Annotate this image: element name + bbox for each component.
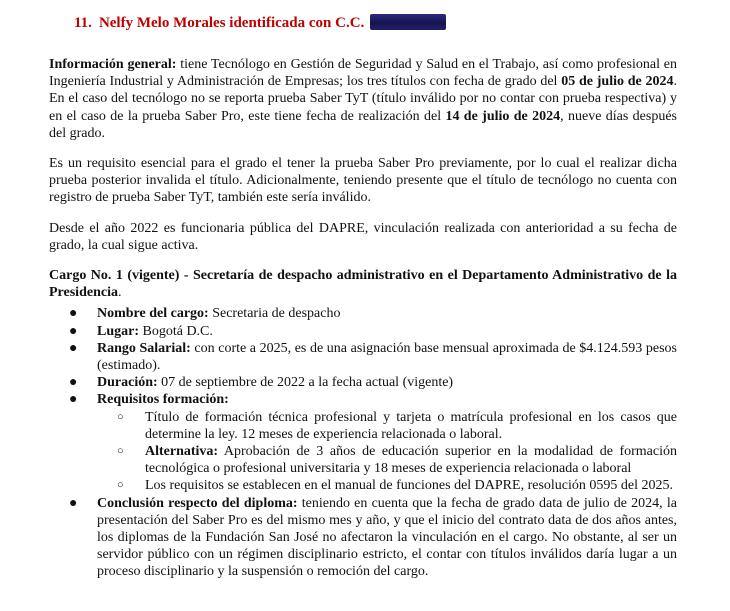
employment-paragraph: Desde el año 2022 es funcionaria pública del DAPRE, vinculación realizada con anterioridad a su fecha de grado, la cual sigue activa. [49,220,677,253]
cargo-title: Cargo No. 1 (vigente) - Secretaría de despacho administrativo en el Departamento Administrativo de la Presidencia [49,268,677,301]
alternativa-value: Aprobación de 3 años de educación superior en la modalidad de formación tecnológica o profesional universitaria y 18 meses de experiencia relacionada o laboral [145,444,677,477]
sub3-text: Los requisitos se establecen en el manual de funciones del DAPRE, resolución 0595 del 2025. [145,478,673,494]
saber-pro-date: 14 de julio de 2024 [445,108,561,124]
list-item-nombre [49,305,677,322]
nombre-label: Nombre del cargo: [97,306,209,322]
cargo-heading [49,267,677,301]
bullet-icon: ● [69,323,78,339]
requisitos-label: Requisitos formación: [97,392,229,408]
general-info-label: Información general: [49,57,177,72]
list-item-rango [49,340,677,374]
rango-value: con corte a 2025, es de una asignación base mensual aproximada de $4.124.593 pesos (estimado). [97,340,677,374]
lugar-label: Lugar: [97,323,139,339]
sublist-item-alternativa [117,443,677,477]
list-item-requisitos [49,391,677,494]
bullet-icon: ● [69,375,78,391]
redacted-id-block [370,14,446,30]
cargo-title-end: . [117,285,122,301]
list-item-lugar [49,323,677,340]
circle-bullet-icon: ○ [117,410,124,423]
cargo-details-list [49,305,677,580]
rango-label: Rango Salarial: [97,340,191,356]
requirement-paragraph: Es un requisito esencial para el grado el tener la prueba Saber Pro previamente, por lo cual el realizar dicha prueba posterior invalida el título. Adicionalmente, teniendo presente que el título de tecnólogo no cuenta con registro de prueba Saber TyT, también este sería inválido. [49,156,677,206]
duracion-value: 07 de septiembre de 2022 a la fecha actual (vigente) [157,375,454,391]
sublist-item-manual [117,477,677,494]
bullet-icon: ● [69,306,78,322]
list-item-duracion [49,374,677,391]
document-body [49,56,677,581]
conclusion-label: Conclusión respecto del diploma: [97,495,298,511]
heading-text: Nelfy Melo Morales identificada con C.C. [98,15,365,31]
alternativa-label: Alternativa: [145,444,219,460]
bullet-icon: ● [69,495,78,511]
bullet-icon: ● [69,340,78,356]
lugar-value: Bogotá D.C. [139,323,213,339]
general-info-text-c: , nueve días después del grado. [49,108,678,141]
requisitos-sublist [97,409,677,495]
bullet-icon: ● [69,392,78,408]
duracion-label: Duración: [97,375,158,391]
sub1-text: Título de formación técnica profesional y tarjeta o matrícula profesional en los casos que determine la ley. 12 meses de experiencia relacionada o laboral. [145,409,677,442]
circle-bullet-icon: ○ [117,445,124,458]
section-heading [74,14,446,32]
conclusion-value: teniendo en cuenta que la fecha de grado data de julio de 2024, la presentación del Saber Pro es del mismo mes y año, y que el inicio del contrato data de dos años antes, los diplomas de la Fundación San José no afectaron la vinculación en el cargo. No obstante, al ser un servidor público con un régimen disciplinario estricto, el contar con títulos inválidos daría lugar a un proceso disciplinario y la suspensión o remoción del cargo. [97,495,677,580]
general-info-text-a: tiene Tecnólogo en Gestión de Seguridad y Salud en el Trabajo, así como profesional en Ingeniería Industrial y Administración de Empresas; los tres títulos con fecha de grado del [49,57,677,90]
general-info-text-b: . En el caso del tecnólogo no se reporta prueba Saber TyT (título inválido por no contar con prueba respectiva) y en el caso de la prueba Saber Pro, este tiene fecha de realización del [49,74,677,124]
heading-number: 11. [74,15,92,31]
graduation-date: 05 de julio de 2024 [561,74,674,90]
sublist-item-titulo [117,409,677,443]
nombre-value: Secretaria de despacho [208,306,341,322]
general-info-paragraph [49,56,677,142]
list-item-conclusion [49,495,677,581]
circle-bullet-icon: ○ [117,479,124,492]
